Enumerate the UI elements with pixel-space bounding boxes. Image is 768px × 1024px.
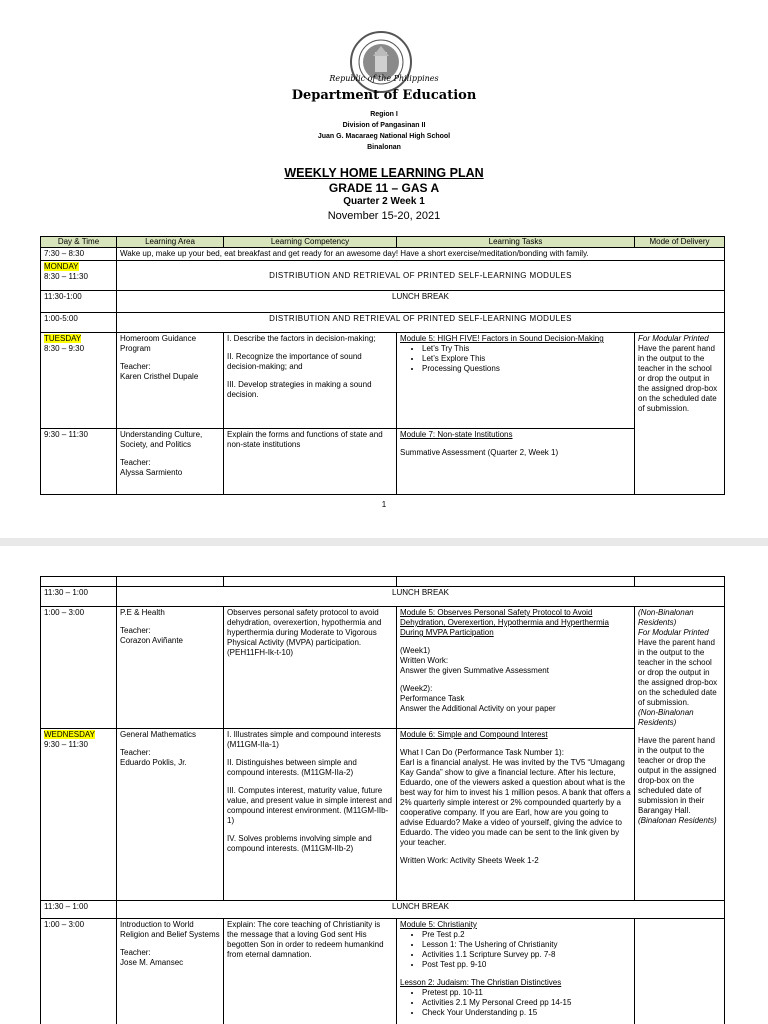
time-label: 8:30 – 11:30 [44, 272, 88, 281]
learning-area: General Mathematics [120, 730, 197, 739]
mode-of-delivery-cell [635, 607, 725, 901]
learning-area-cell [117, 919, 224, 1024]
table-row [41, 429, 725, 495]
competency-cell: Observes personal safety protocol to avoid dehydration, overexertion, hypothermia and hyperthermia during Moderate to Vigorous Physical Activity (MVPA) participation. (PEH11FH-Ik-t-10) [224, 607, 397, 729]
task-list [400, 988, 631, 1018]
teacher-name: Karen Cristhel Dupale [120, 372, 199, 381]
empty-cell [224, 577, 397, 587]
day-label-wednesday: WEDNESDAY [44, 730, 95, 739]
competency-item: IV. Solves problems involving simple and compound interests. (M11GM-IIb-2) [227, 834, 372, 853]
task-text: Earl is a financial analyst. He was invited by the TV5 “Umagang Kay Ganda” show to give a financial lecture. After his lecture, Eduardo, one of the viewers asked a question about what is the best way for him to invest his 1 million pesos. A bank that offers a 2% quarterly simple interest or 2% compounded quarterly by a cooperative company. If you are Earl, how are you going to advise Eduardo? Make a video of yourself, giving the advice to Eduardo. The video you made can be sent to the link given by your teacher. [400, 758, 631, 847]
teacher-label: Teacher: [120, 362, 151, 371]
time-cell: 1:00-5:00 [41, 313, 117, 333]
time-label: 8:30 – 9:30 [44, 344, 85, 353]
task-text: Summative Assessment (Quarter 2, Week 1) [400, 448, 559, 457]
task-text: Written Work: [400, 656, 449, 665]
competency-cell [224, 333, 397, 429]
town-line: Binalonan [367, 144, 401, 151]
competency-item: II. Distinguishes between simple and compound interests. (M11GM-IIa-2) [227, 758, 357, 777]
task-list [400, 344, 631, 374]
task-heading: What I Can Do (Performance Task Number 1): [400, 748, 564, 757]
lunch-break-label: LUNCH BREAK [117, 291, 725, 313]
mode-heading: (Binalonan Residents) [638, 816, 717, 825]
list-item: • Let’s Try This [422, 344, 631, 354]
list-item: • Activities 2.1 My Personal Creed pp 14-15 [422, 998, 631, 1008]
plan-table-page-1 [40, 236, 725, 495]
table-header-row [41, 237, 725, 248]
competency-item: I. Illustrates simple and compound interests (M11GM-IIa-1) [227, 730, 381, 749]
competency-item: I. Describe the factors in decision-making; [227, 334, 376, 343]
table-row [41, 729, 725, 901]
department-name: Department of Education [291, 88, 477, 103]
time-cell: 11:30 – 1:00 [41, 587, 117, 607]
table-row [41, 248, 725, 261]
task-text: Answer the given Summative Assessment [400, 666, 549, 675]
day-time-cell [41, 333, 117, 429]
tasks-cell [397, 919, 635, 1024]
plan-table-page-2 [40, 576, 725, 1024]
task-text: (Week2): [400, 684, 433, 693]
competency-cell: Explain the forms and functions of state and non-state institutions [224, 429, 397, 495]
distribution-note: DISTRIBUTION AND RETRIEVAL OF PRINTED SELF-LEARNING MODULES [117, 261, 725, 291]
table-row [41, 333, 725, 429]
list-item: • Pre Test p.2 [422, 930, 631, 940]
table-row [41, 587, 725, 607]
mode-heading: For Modular Printed [638, 628, 709, 637]
module-title: Module 7: Non-state Institutions [400, 430, 513, 439]
learning-area-cell [117, 729, 224, 901]
empty-cell [635, 577, 725, 587]
day-label-tuesday: TUESDAY [44, 334, 82, 343]
competency-item: II. Recognize the importance of sound decision-making; and [227, 352, 362, 371]
table-row [41, 919, 725, 1024]
table-row [41, 607, 725, 729]
mode-of-delivery-cell [635, 333, 725, 495]
teacher-name: Eduardo Poklis, Jr. [120, 758, 187, 767]
day-time-cell [41, 729, 117, 901]
lunch-break-label: LUNCH BREAK [117, 587, 725, 607]
document-page-2 [0, 546, 768, 1024]
table-row [41, 901, 725, 919]
column-header: Learning Tasks [397, 237, 635, 248]
competency-item: III. Computes interest, maturity value, future value, and present value in simple interest and compound interest environment. (M11GM-IIb-1) [227, 786, 392, 825]
column-header: Learning Competency [224, 237, 397, 248]
grade-section: GRADE 11 – GAS A [328, 181, 440, 195]
empty-cell [397, 577, 635, 587]
module-title: Module 5: Observes Personal Safety Protocol to Avoid Dehydration, Overexertion, Hypothermia and Hyperthermia During MVPA Participation [400, 608, 609, 637]
plan-title: WEEKLY HOME LEARNING PLAN [284, 166, 484, 180]
mode-heading: (Non-Binalonan Residents) [638, 708, 694, 727]
teacher-name: Jose M. Amansec [120, 958, 184, 967]
time-cell: 1:00 – 3:00 [41, 919, 117, 1024]
list-item: • Lesson 1: The Ushering of Christianity [422, 940, 631, 950]
tasks-cell [397, 729, 635, 901]
mode-of-delivery-cell [635, 919, 725, 1024]
learning-area: Understanding Culture, Society, and Politics [120, 430, 203, 449]
region-line: Region I [370, 111, 398, 118]
table-row [41, 291, 725, 313]
column-header: Learning Area [117, 237, 224, 248]
republic-line: Republic of the Philippines [329, 74, 439, 83]
time-cell: 11:30 – 1:00 [41, 901, 117, 919]
learning-area: P.E & Health [120, 608, 165, 617]
distribution-note: DISTRIBUTION AND RETRIEVAL OF PRINTED SELF-LEARNING MODULES [117, 313, 725, 333]
module-title: Module 5: HIGH FIVE! Factors in Sound Decision-Making [400, 334, 604, 343]
competency-cell: Explain: The core teaching of Christianity is the message that a loving God sent His begotten Son in order to redeem humankind from eternal damnation. [224, 919, 397, 1024]
task-text: (Week1) [400, 646, 431, 655]
teacher-label: Teacher: [120, 626, 151, 635]
deped-seal-logo [349, 30, 413, 94]
column-header: Mode of Delivery [635, 237, 725, 248]
list-item: • Processing Questions [422, 364, 631, 374]
table-row [41, 313, 725, 333]
teacher-name: Corazon Aviñante [120, 636, 184, 645]
page-number: 1 [381, 500, 387, 509]
date-range: November 15-20, 2021 [327, 210, 441, 222]
time-cell: 11:30-1:00 [41, 291, 117, 313]
division-line: Division of Pangasinan II [342, 122, 426, 129]
empty-cell [117, 577, 224, 587]
time-cell: 7:30 – 8:30 [41, 248, 117, 261]
list-item: • Check Your Understanding p. 15 [422, 1008, 631, 1018]
learning-area: Introduction to World Religion and Belief Systems [120, 920, 220, 939]
tasks-cell [397, 429, 635, 495]
list-item: • Pretest pp. 10-11 [422, 988, 631, 998]
time-cell: 1:00 – 3:00 [41, 607, 117, 729]
task-text: Performance Task [400, 694, 465, 703]
competency-item: III. Develop strategies in making a sound decision. [227, 380, 372, 399]
tasks-cell [397, 607, 635, 729]
learning-area-cell [117, 333, 224, 429]
mode-text: Have the parent hand in the output to the teacher in the school or drop the output in the assigned drop-box on the scheduled date of submission. [638, 344, 718, 413]
time-cell: 9:30 – 11:30 [41, 429, 117, 495]
task-text: Answer the Additional Activity on your paper [400, 704, 556, 713]
tasks-cell [397, 333, 635, 429]
learning-area-cell [117, 607, 224, 729]
mode-text: Have the parent hand in the output to the teacher in the school or drop the output in the assigned drop-box on the scheduled date of submission. [638, 638, 718, 707]
day-time-cell [41, 261, 117, 291]
wake-up-note: Wake up, make up your bed, eat breakfast and get ready for an awesome day! Have a short exercise/meditation/bonding with family. [117, 248, 725, 261]
teacher-label: Teacher: [120, 748, 151, 757]
time-label: 9:30 – 11:30 [44, 740, 88, 749]
lesson-title: Lesson 2: Judaism: The Christian Distinctives [400, 978, 562, 987]
module-title: Module 5: Christianity [400, 920, 477, 929]
school-line: Juan G. Macaraeg National High School [317, 133, 451, 140]
column-header: Day & Time [41, 237, 117, 248]
task-text: Written Work: Activity Sheets Week 1-2 [400, 856, 539, 865]
teacher-label: Teacher: [120, 948, 151, 957]
learning-area: Homeroom Guidance Program [120, 334, 197, 353]
module-title: Module 6: Simple and Compound Interest [400, 730, 548, 739]
teacher-name: Alyssa Sarmiento [120, 468, 183, 477]
day-label-monday: MONDAY [44, 262, 79, 271]
mode-heading: (Non-Binalonan Residents) [638, 608, 694, 627]
list-item: • Activities 1.1 Scripture Survey pp. 7-8 [422, 950, 631, 960]
task-list [400, 930, 631, 970]
mode-text: Have the parent hand in the output to the teacher or drop the output in the assigned drop-box on the scheduled date of submission in their Barangay Hall. [638, 736, 717, 815]
list-item: • Let’s Explore This [422, 354, 631, 364]
list-item: • Post Test pp. 9-10 [422, 960, 631, 970]
empty-cell [41, 577, 117, 587]
table-row [41, 261, 725, 291]
teacher-label: Teacher: [120, 458, 151, 467]
learning-area-cell [117, 429, 224, 495]
competency-cell [224, 729, 397, 901]
quarter-week: Quarter 2 Week 1 [343, 196, 425, 207]
lunch-break-label: LUNCH BREAK [117, 901, 725, 919]
table-row [41, 577, 725, 587]
mode-heading: For Modular Printed [638, 334, 709, 343]
